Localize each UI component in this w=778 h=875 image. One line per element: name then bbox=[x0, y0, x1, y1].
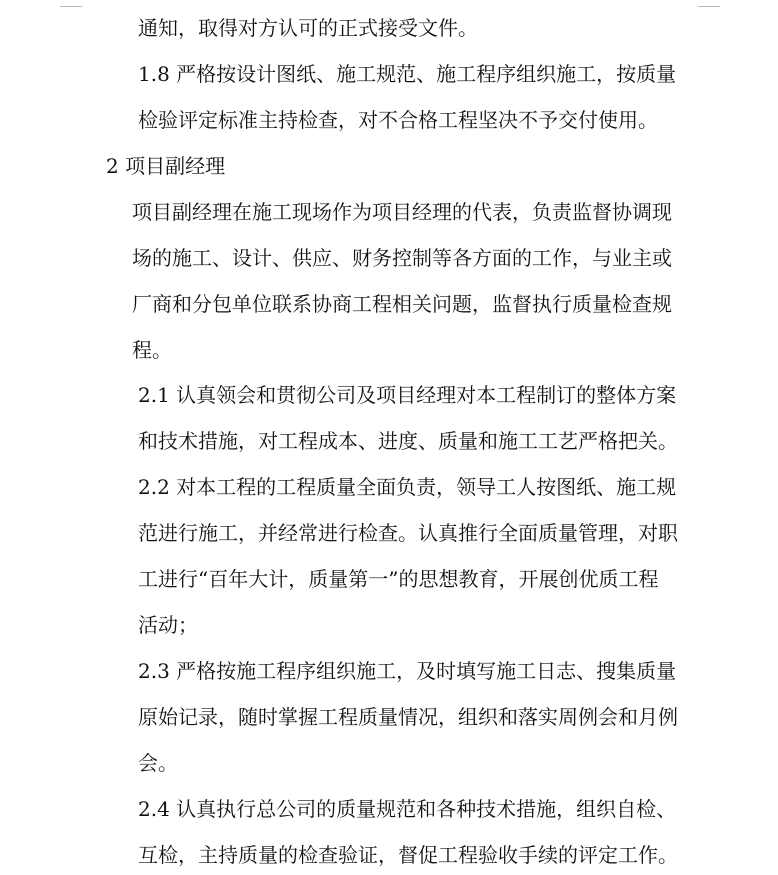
text-line-1: 通知，取得对方认可的正式接受文件。 bbox=[138, 16, 478, 40]
text-line-3: 检验评定标准主持检查，对不合格工程坚决不予交付使用。 bbox=[138, 108, 658, 132]
text-line-10: 和技术措施，对工程成本、进度、质量和施工工艺严格把关。 bbox=[138, 429, 678, 453]
text-line-11: 2.2 对本工程的工程质量全面负责，领导工人按图纸、施工规 bbox=[138, 475, 677, 499]
text-line-13: 工进行“百年大计，质量第一”的思想教育，开展创优质工程 bbox=[138, 567, 659, 591]
text-line-14: 活动； bbox=[138, 613, 198, 637]
page-corner-mark-left bbox=[60, 6, 82, 7]
text-line-16: 原始记录，随时掌握工程质量情况，组织和落实周例会和月例 bbox=[138, 705, 678, 729]
page-corner-mark-right bbox=[698, 6, 720, 7]
text-line-9: 2.1 认真领会和贯彻公司及项目经理对本工程制订的整体方案 bbox=[138, 383, 677, 407]
text-line-15: 2.3 严格按施工程序组织施工，及时填写施工日志、搜集质量 bbox=[138, 659, 677, 683]
text-line-12: 范进行施工，并经常进行检查。认真推行全面质量管理，对职 bbox=[138, 521, 678, 545]
text-line-8: 程。 bbox=[132, 338, 172, 362]
text-line-5: 项目副经理在施工现场作为项目经理的代表，负责监督协调现 bbox=[132, 200, 672, 224]
text-line-19: 互检，主持质量的检查验证，督促工程验收手续的评定工作。 bbox=[138, 843, 678, 867]
text-line-17: 会。 bbox=[138, 751, 178, 775]
text-line-7: 厂商和分包单位联系协商工程相关问题，监督执行质量检查规 bbox=[132, 292, 672, 316]
text-line-6: 场的施工、设计、供应、财务控制等各方面的工作，与业主或 bbox=[132, 246, 672, 270]
section-heading-deputy-manager: 2 项目副经理 bbox=[106, 154, 226, 178]
text-line-2: 1.8 严格按设计图纸、施工规范、施工程序组织施工，按质量 bbox=[138, 62, 677, 86]
text-line-18: 2.4 认真执行总公司的质量规范和各种技术措施，组织自检、 bbox=[138, 797, 677, 821]
